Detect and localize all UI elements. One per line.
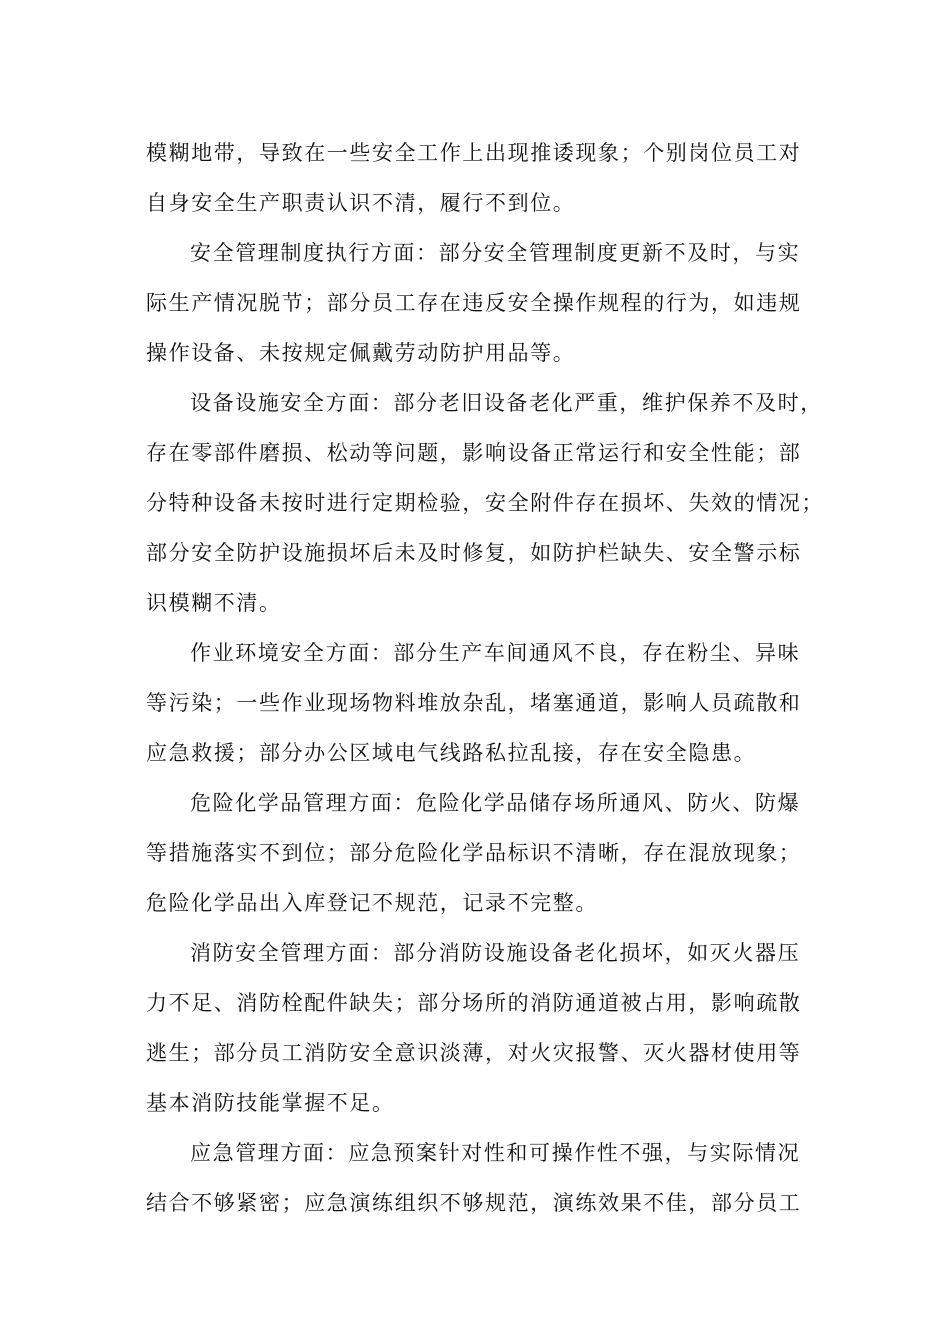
text-line: 危险化学品出入库登记不规范，记录不完整。 xyxy=(146,891,598,915)
text-line: 结合不够紧密；应急演练组织不够规范，演练效果不佳，部分员工 xyxy=(146,1191,802,1215)
text-line: 存在零部件磨损、松动等问题，影响设备正常运行和安全性能；部 xyxy=(146,441,802,465)
text-line: 分特种设备未按时进行定期检验，安全附件存在损坏、失效的情况； xyxy=(146,491,824,515)
paragraph-start-line: 消防安全管理方面：部分消防设施设备老化损坏，如灭火器压 xyxy=(190,941,801,965)
text-line: 际生产情况脱节；部分员工存在违反安全操作规程的行为，如违规 xyxy=(146,291,802,315)
text-line: 自身安全生产职责认识不清，履行不到位。 xyxy=(146,191,576,215)
text-line: 力不足、消防栓配件缺失；部分场所的消防通道被占用，影响疏散 xyxy=(146,991,802,1015)
paragraph-start-line: 作业环境安全方面：部分生产车间通风不良，存在粉尘、异味 xyxy=(190,641,801,665)
text-line: 操作设备、未按规定佩戴劳动防护用品等。 xyxy=(146,341,576,365)
text-line: 基本消防技能掌握不足。 xyxy=(146,1091,395,1115)
text-line: 识模糊不清。 xyxy=(146,591,282,615)
text-line: 应急救援；部分办公区域电气线路私拉乱接，存在安全隐患。 xyxy=(146,741,757,765)
text-line: 逃生；部分员工消防安全意识淡薄，对火灾报警、灭火器材使用等 xyxy=(146,1041,802,1065)
text-line: 部分安全防护设施损坏后未及时修复，如防护栏缺失、安全警示标 xyxy=(146,541,802,565)
text-line: 模糊地带，导致在一些安全工作上出现推诿现象；个别岗位员工对 xyxy=(146,141,802,165)
text-line: 等措施落实不到位；部分危险化学品标识不清晰，存在混放现象； xyxy=(146,841,802,865)
paragraph-start-line: 危险化学品管理方面：危险化学品储存场所通风、防火、防爆 xyxy=(190,791,801,815)
document-body xyxy=(146,128,824,1228)
text-line: 等污染；一些作业现场物料堆放杂乱，堵塞通道，影响人员疏散和 xyxy=(146,691,802,715)
paragraph-start-line: 设备设施安全方面：部分老旧设备老化严重，维护保养不及时， xyxy=(190,391,823,415)
paragraph-start-line: 安全管理制度执行方面：部分安全管理制度更新不及时，与实 xyxy=(190,241,801,265)
paragraph-start-line: 应急管理方面：应急预案针对性和可操作性不强，与实际情况 xyxy=(190,1141,801,1165)
